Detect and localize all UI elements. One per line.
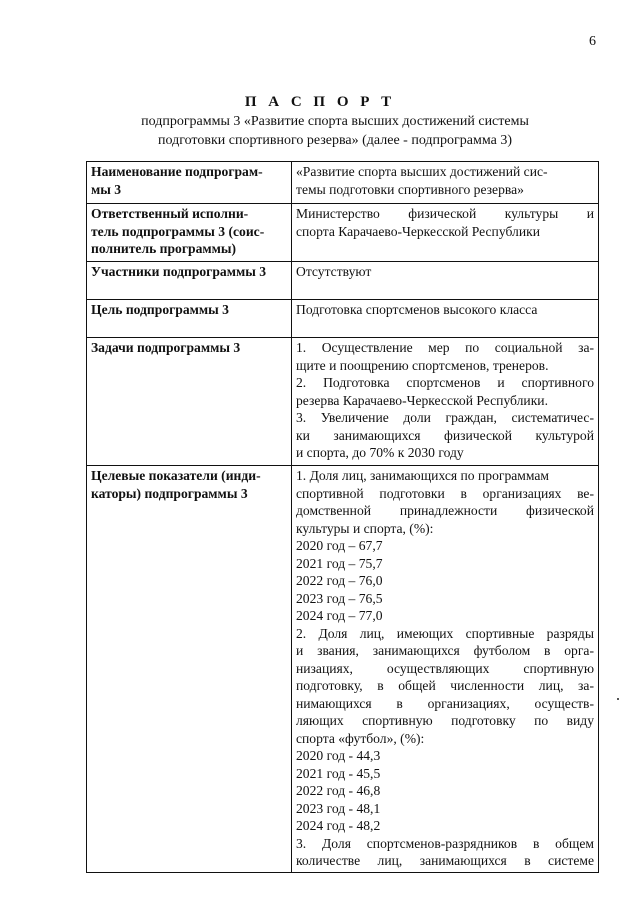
row-value-line: резерва Карачаево-Черкесской Республики. xyxy=(296,392,548,408)
row-value-line: 2. Подготовка спортсменов и спортивного xyxy=(296,375,594,390)
document-title: П А С П О Р Т xyxy=(244,94,396,110)
row-value-line: нимающихся в организациях, осуществ- xyxy=(296,695,594,711)
row-label-line: полнитель программы) xyxy=(91,241,237,256)
row-value-cell xyxy=(292,466,599,873)
table-row xyxy=(87,262,599,300)
row-label-line: каторы) подпрограммы 3 xyxy=(91,485,248,501)
row-value-line: 1. Доля лиц, занимающихся по программам xyxy=(296,468,550,483)
row-value-line: ки занимающихся физической культурой xyxy=(296,427,594,443)
row-value-cell xyxy=(292,300,599,338)
row-value-line: 1. Осуществление мер по социальной за- xyxy=(296,340,594,355)
table-row xyxy=(87,300,599,338)
table-row xyxy=(87,162,599,204)
row-label-cell xyxy=(87,262,292,300)
row-value-line: низациях, осуществляющих спортивную xyxy=(296,660,594,676)
row-value-line: Министерство физической культуры и xyxy=(296,206,594,221)
row-label-cell xyxy=(87,162,292,204)
passport-table xyxy=(86,161,599,873)
row-value-line: 2021 год - 45,5 xyxy=(296,765,381,781)
row-value-line: 2022 год – 76,0 xyxy=(296,573,383,588)
page-number: 6 xyxy=(589,34,596,49)
row-value-line: 3. Доля спортсменов-разрядников в общем xyxy=(296,835,594,851)
row-value-line: спорта «футбол», (%): xyxy=(296,730,425,746)
row-value-line: 2023 год – 76,5 xyxy=(296,590,383,606)
row-label-line: Участники подпрограммы 3 xyxy=(91,264,267,279)
row-value-line: 2023 год - 48,1 xyxy=(296,800,381,816)
row-label-line: тель подпрограммы 3 (соис- xyxy=(91,223,265,239)
row-value-cell xyxy=(292,204,599,262)
row-value-line: темы подготовки спортивного резерва» xyxy=(296,181,524,197)
row-label-line: мы 3 xyxy=(91,181,122,197)
row-value-line: и звания, занимающихся футболом в орга- xyxy=(296,643,594,658)
row-label-cell xyxy=(87,338,292,466)
row-label-cell xyxy=(87,466,292,873)
row-value-line: подготовку, в общей численности лиц, за- xyxy=(296,678,594,693)
row-value-line: 3. Увеличение доли граждан, систематичес- xyxy=(296,410,594,425)
row-value-line: 2020 год – 67,7 xyxy=(296,538,383,553)
row-label-line: Ответственный исполни- xyxy=(91,206,249,221)
table-row xyxy=(87,466,599,873)
row-value-line: Подготовка спортсменов высокого класса xyxy=(296,302,538,317)
row-label-line: Задачи подпрограммы 3 xyxy=(91,340,241,355)
row-value-cell xyxy=(292,162,599,204)
row-value-cell xyxy=(292,262,599,300)
subtitle-line: подпрограммы 3 «Развитие спорта высших достижений системы xyxy=(141,114,529,129)
row-value-line: 2024 год – 77,0 xyxy=(296,608,383,623)
row-value-line: количестве лиц, занимающихся в системе xyxy=(296,853,594,868)
row-value-line: и спорта, до 70% к 2030 году xyxy=(296,445,464,460)
row-value-line: 2021 год – 75,7 xyxy=(296,555,383,571)
row-label-line: Целевые показатели (инди- xyxy=(91,468,261,483)
row-value-line: спортивной подготовки в организациях ве- xyxy=(296,485,594,501)
row-label-line: Цель подпрограммы 3 xyxy=(91,302,229,317)
row-value-cell xyxy=(292,338,599,466)
row-label-cell xyxy=(87,204,292,262)
row-value-line: домственной принадлежности физической xyxy=(296,503,594,518)
row-value-line: 2020 год - 44,3 xyxy=(296,748,381,763)
row-value-line: Отсутствуют xyxy=(296,264,372,279)
row-label-cell xyxy=(87,300,292,338)
scan-speck xyxy=(617,698,619,700)
row-value-line: спорта Карачаево-Черкесской Республики xyxy=(296,223,540,239)
table-row xyxy=(87,204,599,262)
subtitle-line: подготовки спортивного резерва» (далее - подпрограмма 3) xyxy=(157,133,512,148)
row-value-line: «Развитие спорта высших достижений сис- xyxy=(296,164,548,179)
row-value-line: культуры и спорта, (%): xyxy=(296,520,434,536)
document-subtitle xyxy=(80,112,590,150)
row-value-line: 2. Доля лиц, имеющих спортивные разряды xyxy=(296,625,594,641)
row-value-line: щите и поощрению спортсменов, тренеров. xyxy=(296,357,549,373)
row-value-line: 2022 год - 46,8 xyxy=(296,783,381,798)
table-row xyxy=(87,338,599,466)
row-label-line: Наименование подпрограм- xyxy=(91,164,263,179)
row-value-line: ляющих спортивную подготовку по виду xyxy=(296,713,594,728)
row-value-line: 2024 год - 48,2 xyxy=(296,818,381,833)
